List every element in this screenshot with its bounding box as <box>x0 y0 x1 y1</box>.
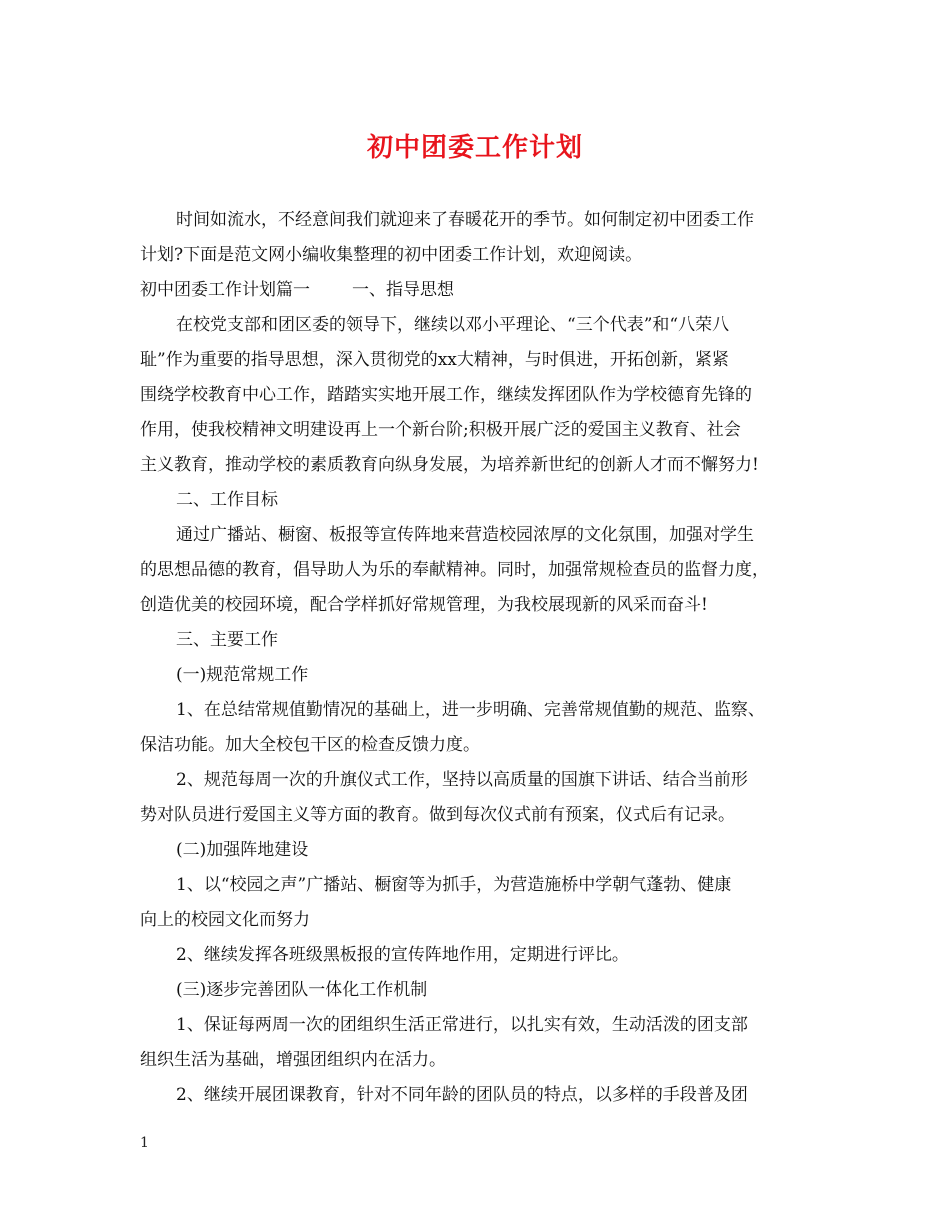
text-line <box>140 903 812 938</box>
text-line <box>140 448 812 483</box>
text-line-content: 1、保证每两周一次的团组织生活正常进行，以扎实有效，生动活泼的团支部 <box>176 1015 748 1035</box>
text-line <box>140 273 812 308</box>
text-line <box>140 1078 812 1113</box>
text-line <box>140 1008 812 1043</box>
text-line-content: 围绕学校教育中心工作，踏踏实实地开展工作，继续发挥团队作为学校德育先锋的 <box>140 385 752 405</box>
text-line-content: 初中团委工作计划篇一 <box>140 280 310 300</box>
text-line <box>140 483 812 518</box>
text-line-content: 耻”作为重要的指导思想，深入贯彻党的xx大精神，与时俱进，开拓创新，紧紧 <box>140 350 729 370</box>
text-line-content: 计划?下面是范文网小编收集整理的初中团委工作计划，欢迎阅读。 <box>140 245 643 265</box>
text-line <box>140 343 812 378</box>
text-line-content: 创造优美的校园环境，配合学样抓好常规管理，为我校展现新的风采而奋斗! <box>140 595 708 615</box>
text-line-content: 二、工作目标 <box>176 490 278 510</box>
text-line <box>140 238 812 273</box>
text-line-content: 势对队员进行爱国主义等方面的教育。做到每次仪式前有预案，仪式后有记录。 <box>140 805 735 825</box>
page-number: 1 <box>140 1135 149 1151</box>
text-line-content: 2、规范每周一次的升旗仪式工作，坚持以高质量的国旗下讲话、结合当前形 <box>176 770 748 790</box>
text-line <box>140 203 812 238</box>
text-line <box>140 798 812 833</box>
text-line <box>140 518 812 553</box>
text-line-content: 1、在总结常规值勤情况的基础上，进一步明确、完善常规值勤的规范、监察、 <box>176 700 765 720</box>
text-line-content: 组织生活为基础，增强团组织内在活力。 <box>140 1050 446 1070</box>
text-line <box>140 308 812 343</box>
text-line <box>140 378 812 413</box>
text-line <box>140 833 812 868</box>
text-line-content: 在校党支部和团区委的领导下，继续以邓小平理论、“三个代表”和“八荣八 <box>176 315 730 335</box>
text-line <box>140 588 812 623</box>
text-line <box>140 1043 812 1078</box>
text-line-content: 的思想品德的教育，倡导助人为乐的奉献精神。同时，加强常规检查员的监督力度， <box>140 560 769 580</box>
text-line <box>140 938 812 973</box>
text-line <box>140 623 812 658</box>
text-line-content: 2、继续发挥各班级黑板报的宣传阵地作用，定期进行评比。 <box>176 945 629 965</box>
text-line-content: 主义教育，推动学校的素质教育向纵身发展，为培养新世纪的创新人才而不懈努力! <box>140 455 759 475</box>
text-line-content: 保洁功能。加大全校包干区的检查反馈力度。 <box>140 735 480 755</box>
text-line-content: (一)规范常规工作 <box>176 665 309 685</box>
text-line <box>140 413 812 448</box>
text-line-content: 向上的校园文化而努力 <box>140 910 310 930</box>
text-line <box>140 658 812 693</box>
text-line-content: (三)逐步完善团队一体化工作机制 <box>176 980 428 1000</box>
text-line <box>140 973 812 1008</box>
document-body <box>140 203 812 1113</box>
text-line <box>140 553 812 588</box>
document-title: 初中团委工作计划 <box>366 133 583 163</box>
section-heading: 一、指导思想 <box>352 280 454 300</box>
text-line-content: 2、继续开展团课教育，针对不同年龄的团队员的特点，以多样的手段普及团 <box>176 1085 748 1105</box>
text-line <box>140 728 812 763</box>
text-line-content: 通过广播站、橱窗、板报等宣传阵地来营造校园浓厚的文化氛围，加强对学生 <box>176 525 754 545</box>
text-line-content: 三、主要工作 <box>176 630 278 650</box>
text-line <box>140 868 812 903</box>
text-line-content: 作用，使我校精神文明建设再上一个新台阶;积极开展广泛的爱国主义教育、社会 <box>140 420 741 440</box>
text-line-content: 1、以“校园之声”广播站、橱窗等为抓手，为营造施桥中学朝气蓬勃、健康 <box>176 875 732 895</box>
text-line-content: (二)加强阵地建设 <box>176 840 309 860</box>
text-line <box>140 693 812 728</box>
text-line <box>140 763 812 798</box>
text-line-content: 时间如流水，不经意间我们就迎来了春暖花开的季节。如何制定初中团委工作 <box>176 210 754 230</box>
